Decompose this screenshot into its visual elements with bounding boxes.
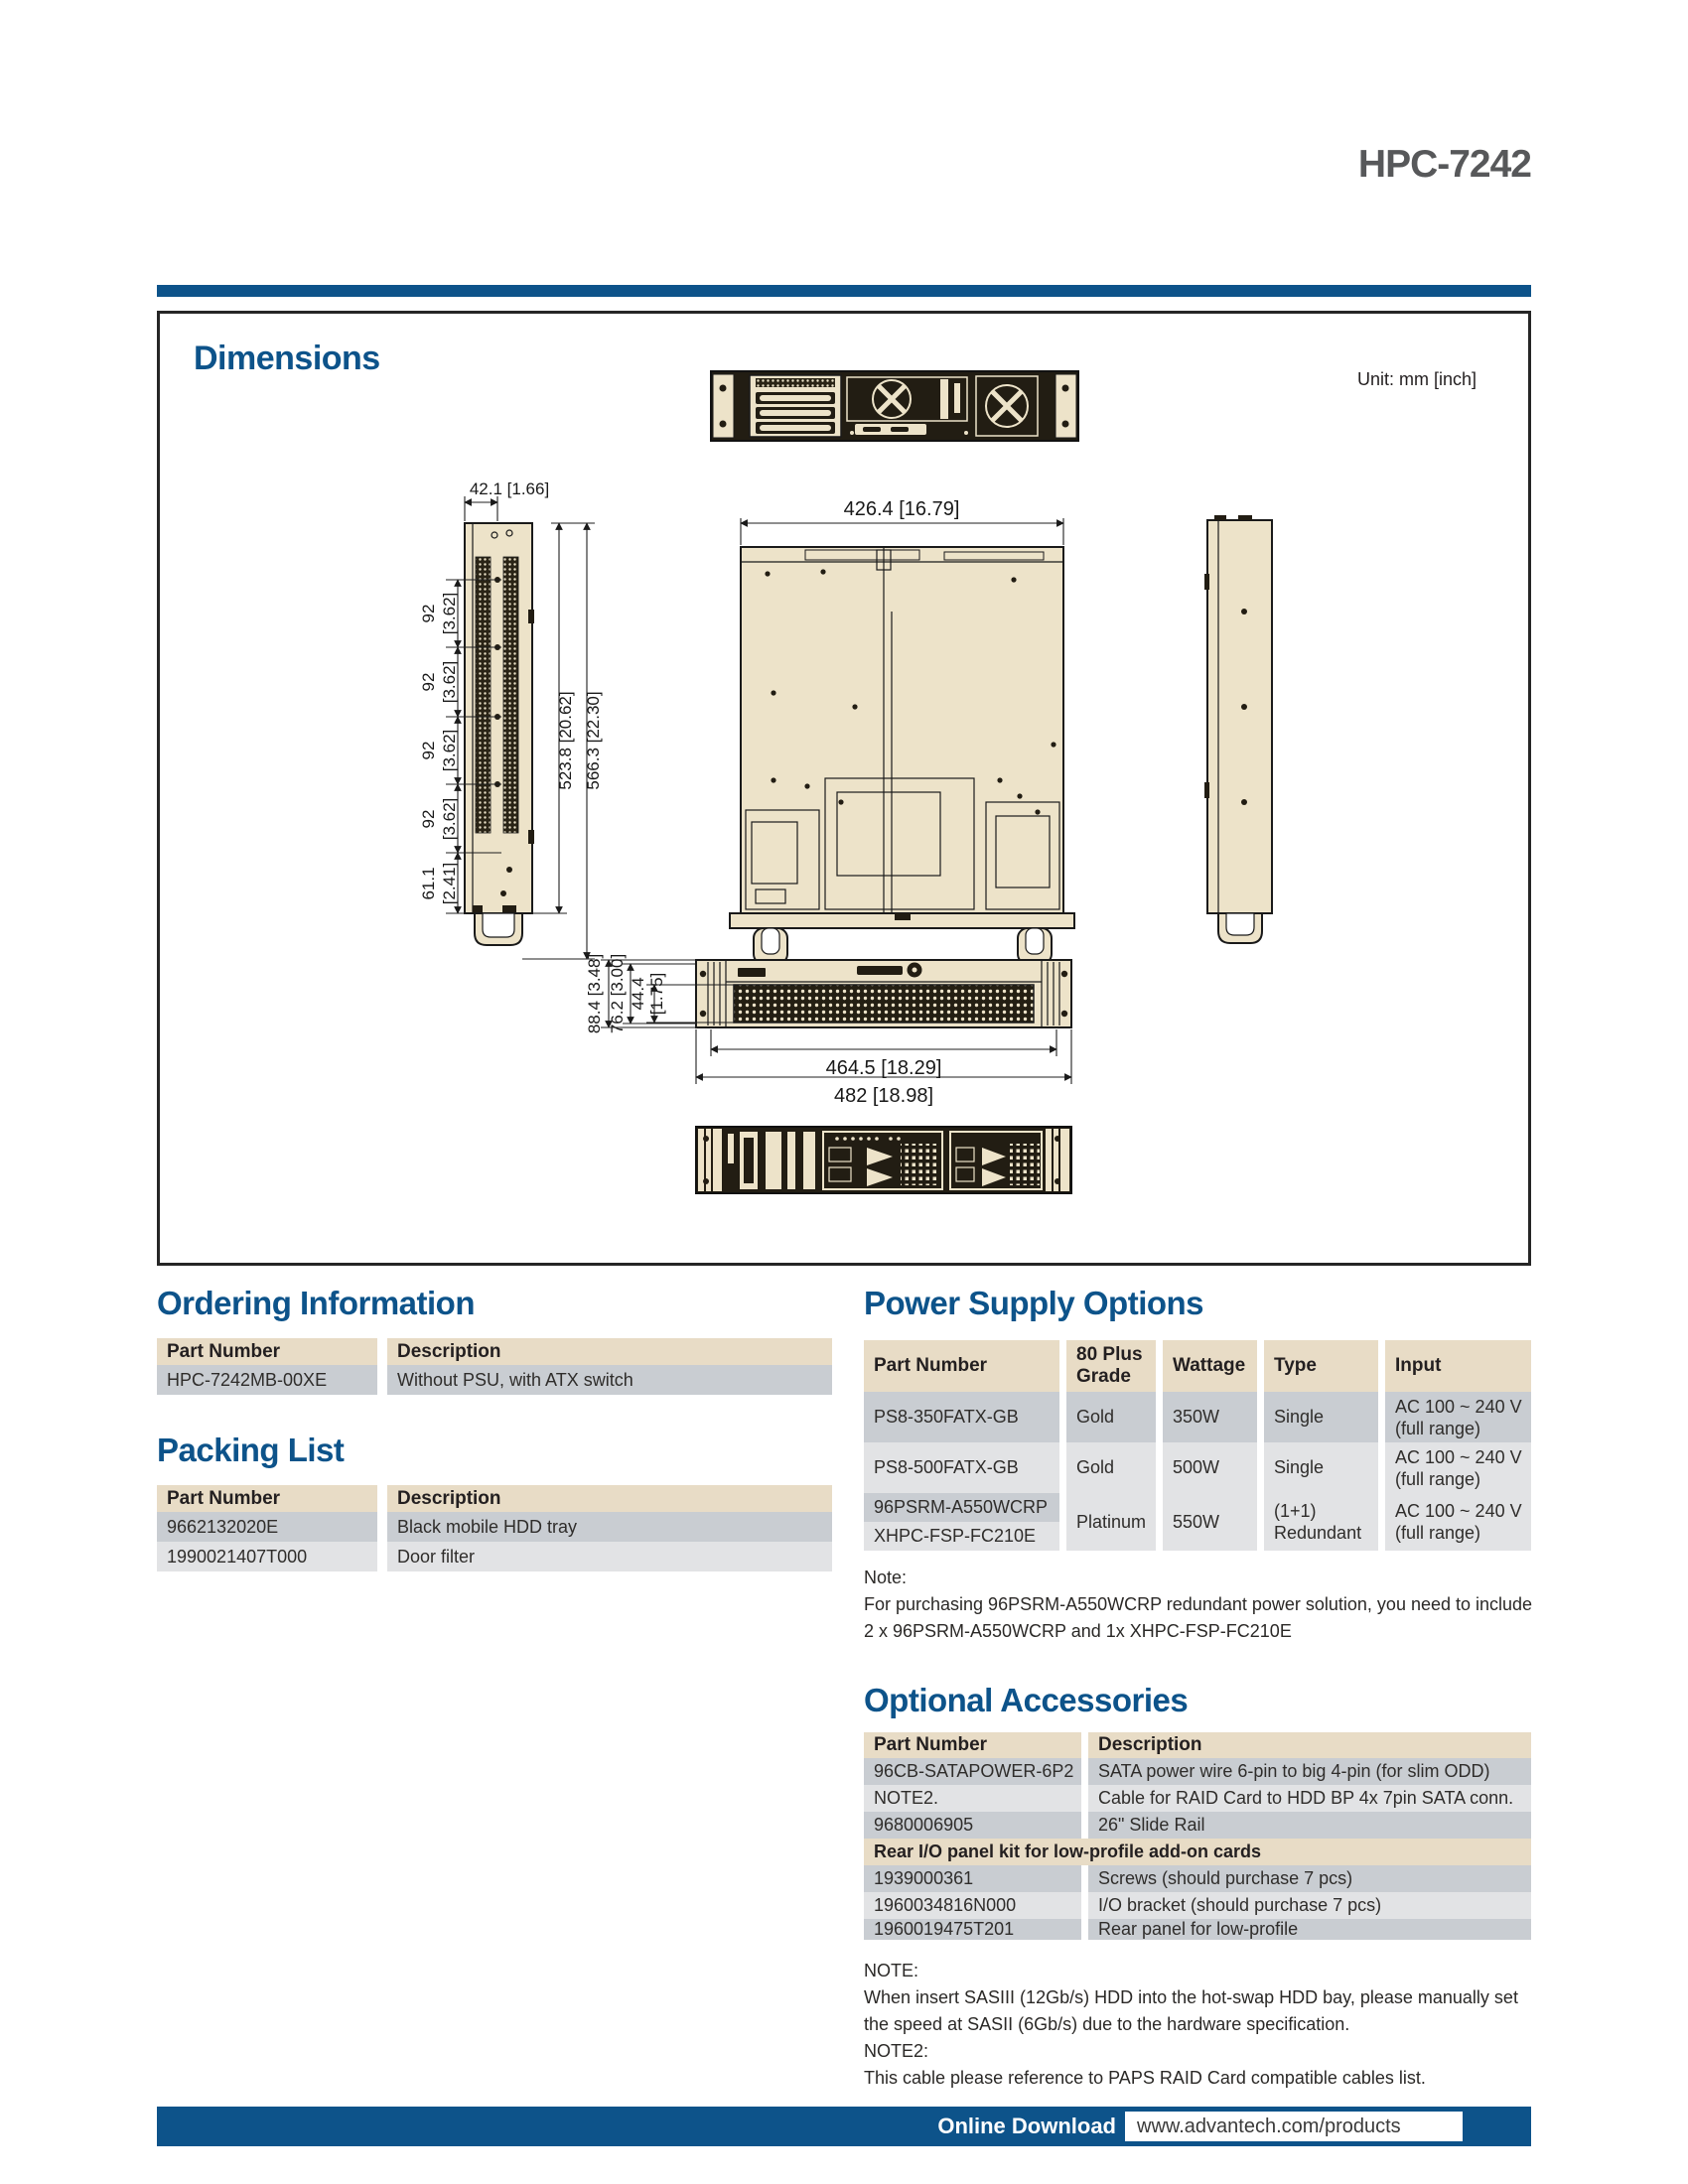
svg-text:426.4 [16.79]: 426.4 [16.79]: [843, 498, 960, 520]
column-header-description: Description: [387, 1485, 832, 1512]
table-cell: 9662132020E: [157, 1512, 377, 1542]
dim-depth: [522, 523, 603, 959]
svg-text:92: 92: [419, 604, 438, 623]
table-cell: 1939000361: [864, 1865, 1081, 1892]
column-header-part-number: Part Number: [157, 1485, 377, 1512]
note-line: This cable please reference to PAPS RAID Card compatible cables list.: [864, 2068, 1426, 2088]
table-cell: (1+1) Redundant: [1264, 1493, 1378, 1551]
dim-front-widths: [696, 1029, 1071, 1107]
table-cell: 1960034816N000: [864, 1892, 1081, 1919]
footer-url-box: [1125, 2112, 1463, 2141]
column-header-description: Description: [387, 1338, 832, 1365]
accessories-heading: Optional Accessories: [864, 1682, 1189, 1718]
top-view-drawing: [730, 498, 1074, 964]
svg-text:88.4 [3.48]: 88.4 [3.48]: [585, 953, 604, 1034]
table-cell: 350W: [1163, 1392, 1257, 1442]
column-header-description: Description: [1088, 1732, 1531, 1758]
table-cell: 96PSRM-A550WCRP XHPC-FSP-FC210E: [864, 1493, 1059, 1551]
accessories-table: [864, 1732, 1531, 1940]
table-cell: 9680006905: [864, 1812, 1081, 1839]
svg-text:482 [18.98]: 482 [18.98]: [833, 1085, 934, 1107]
table-cell: Without PSU, with ATX switch: [387, 1365, 832, 1395]
dimension-drawings: [160, 314, 1528, 1257]
online-download-label: Online Download: [937, 2114, 1116, 2138]
column-header-part-number: Part Number: [157, 1338, 377, 1365]
table-cell: Rear panel for low-profile: [1088, 1919, 1531, 1940]
svg-text:42.1 [1.66]: 42.1 [1.66]: [469, 479, 550, 498]
table-cell: I/O bracket (should purchase 7 pcs): [1088, 1892, 1531, 1919]
table-cell: NOTE2.: [864, 1785, 1081, 1812]
ordering-heading: Ordering Information: [157, 1285, 475, 1321]
packing-table: [157, 1485, 832, 1571]
ordering-table: [157, 1338, 832, 1395]
dimensions-heading: Dimensions: [194, 340, 380, 377]
svg-text:[1.75]: [1.75]: [647, 972, 666, 1016]
unit-label: Unit: mm [inch]: [1356, 369, 1477, 389]
column-header-wattage: Wattage: [1163, 1340, 1257, 1392]
svg-text:[3.62]: [3.62]: [440, 797, 459, 841]
side-view-drawing: [465, 523, 534, 945]
open-front-view-drawing: [696, 1127, 1071, 1193]
table-cell: AC 100 ~ 240 V (full range): [1385, 1442, 1531, 1493]
svg-text:[3.62]: [3.62]: [440, 729, 459, 772]
svg-text:61.1: 61.1: [419, 867, 438, 900]
table-cell: AC 100 ~ 240 V (full range): [1385, 1493, 1531, 1551]
front-view-drawing: [696, 960, 1071, 1027]
column-header-part-number: Part Number: [864, 1732, 1081, 1758]
svg-text:44.4: 44.4: [629, 977, 647, 1011]
column-header-type: Type: [1264, 1340, 1378, 1392]
table-cell: Screws (should purchase 7 pcs): [1088, 1865, 1531, 1892]
table-cell: 1990021407T000: [157, 1542, 377, 1571]
svg-text:[2.41]: [2.41]: [440, 862, 459, 905]
table-cell: SATA power wire 6-pin to big 4-pin (for slim ODD): [1088, 1758, 1531, 1785]
table-cell: Single: [1264, 1442, 1378, 1493]
svg-text:566.3 [22.30]: 566.3 [22.30]: [584, 691, 603, 790]
packing-heading: Packing List: [157, 1432, 345, 1468]
svg-text:523.8 [20.62]: 523.8 [20.62]: [556, 691, 575, 790]
table-cell: Single: [1264, 1392, 1378, 1442]
svg-text:92: 92: [419, 809, 438, 829]
svg-text:92: 92: [419, 741, 438, 760]
table-cell: PS8-350FATX-GB: [864, 1392, 1059, 1442]
footer-bar: [157, 2107, 1531, 2146]
table-cell: Door filter: [387, 1542, 832, 1571]
right-side-view-drawing: [1204, 515, 1272, 943]
psu-table: [864, 1340, 1531, 1551]
table-section-row: Rear I/O panel kit for low-profile add-on cards: [864, 1839, 1531, 1865]
table-cell: 26" Slide Rail: [1088, 1812, 1531, 1839]
svg-text:464.5 [18.29]: 464.5 [18.29]: [825, 1057, 942, 1079]
column-header-80plus-grade: 80 Plus Grade: [1066, 1340, 1156, 1392]
page-title: HPC-7242: [1357, 143, 1531, 186]
table-cell: Platinum: [1066, 1493, 1156, 1551]
psu-note: [864, 1565, 1537, 1645]
table-cell: AC 100 ~ 240 V (full range): [1385, 1392, 1531, 1442]
column-header-part-number: Part Number: [864, 1340, 1059, 1392]
svg-text:92: 92: [419, 672, 438, 692]
footer-url: www.advantech.com/products: [1137, 2116, 1401, 2137]
note-line: NOTE2:: [864, 2041, 929, 2061]
table-cell: Cable for RAID Card to HDD BP 4x 7pin SATA conn.: [1088, 1785, 1531, 1812]
svg-text:[3.62]: [3.62]: [440, 660, 459, 704]
note-line: 2 x 96PSRM-A550WCRP and 1x XHPC-FSP-FC210E: [864, 1621, 1292, 1641]
table-cell: 96CB-SATAPOWER-6P2: [864, 1758, 1081, 1785]
table-cell: PS8-500FATX-GB: [864, 1442, 1059, 1493]
note-label: Note:: [864, 1568, 908, 1587]
svg-text:[3.62]: [3.62]: [440, 592, 459, 635]
note-line: For purchasing 96PSRM-A550WCRP redundant power solution, you need to include: [864, 1594, 1533, 1614]
table-cell: 1960019475T201: [864, 1919, 1081, 1940]
table-cell: Black mobile HDD tray: [387, 1512, 832, 1542]
dim-top-width: [465, 479, 549, 521]
column-header-input: Input: [1385, 1340, 1531, 1392]
table-cell: Gold: [1066, 1392, 1156, 1442]
note-line: the speed at SASII (6Gb/s) due to the hardware specification.: [864, 2014, 1350, 2034]
header-rule: [157, 285, 1531, 297]
note-line: When insert SASIII (12Gb/s) HDD into the hot-swap HDD bay, please manually set: [864, 1987, 1518, 2007]
note-line: NOTE:: [864, 1961, 919, 1980]
table-cell: 500W: [1163, 1442, 1257, 1493]
bottom-notes: [864, 1958, 1537, 2092]
table-cell: HPC-7242MB-00XE: [157, 1365, 377, 1395]
table-cell: Gold: [1066, 1442, 1156, 1493]
svg-text:76.2 [3.00]: 76.2 [3.00]: [608, 953, 627, 1034]
table-cell: 550W: [1163, 1493, 1257, 1551]
dimensions-panel: [157, 311, 1531, 1266]
rear-view-drawing: [711, 371, 1078, 441]
psu-heading: Power Supply Options: [864, 1285, 1204, 1321]
